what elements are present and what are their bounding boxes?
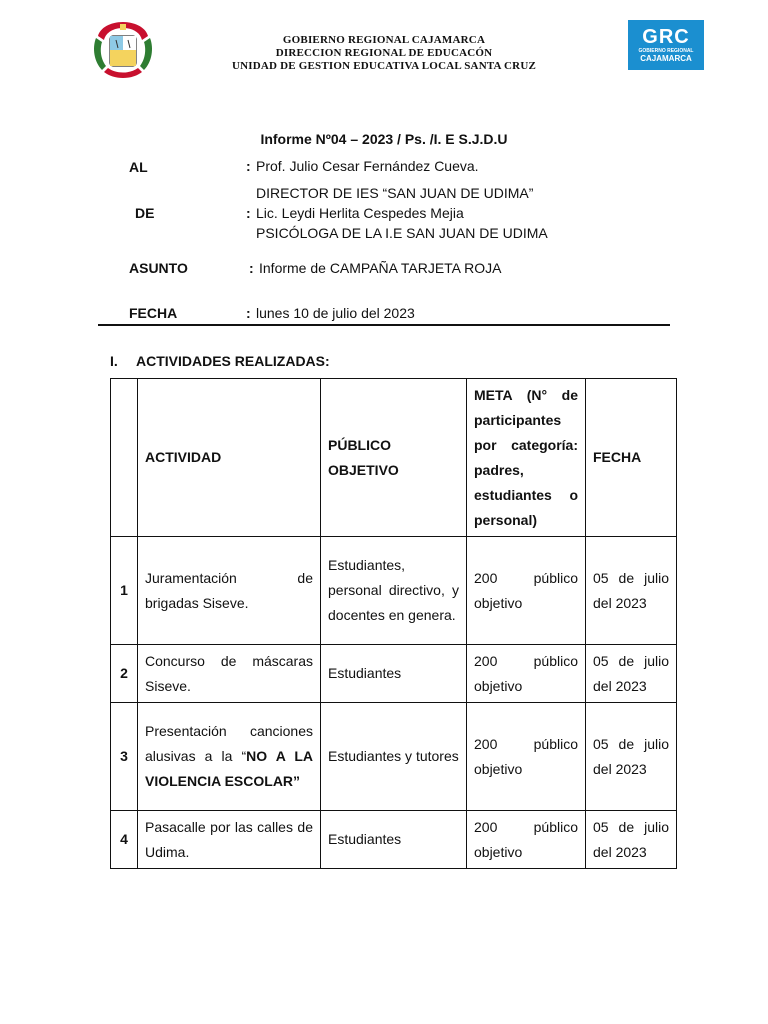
row-actividad: Juramentación de brigadas Siseve. xyxy=(138,537,321,645)
header-divider xyxy=(98,324,670,326)
row-actividad xyxy=(138,703,321,811)
row-fecha: 05 de julio del 2023 xyxy=(586,811,677,869)
header-publico-text: PÚBLICO OBJETIVO xyxy=(328,436,399,478)
table-row xyxy=(111,703,677,811)
asunto-colon: : xyxy=(249,260,254,276)
logo-subtitle-2: CAJAMARCA xyxy=(640,54,692,63)
de-label: DE xyxy=(135,205,155,221)
asunto-label: ASUNTO xyxy=(129,260,188,276)
row-publico: Estudiantes y tutores xyxy=(321,703,467,811)
fecha-value: lunes 10 de julio del 2023 xyxy=(256,305,415,321)
table-row xyxy=(111,645,677,703)
row-meta: 200 público objetivo xyxy=(467,811,586,869)
row-actividad: Pasacalle por las calles de Udima. xyxy=(138,811,321,869)
row-meta: 200 público objetivo xyxy=(467,537,586,645)
row-fecha: 05 de julio del 2023 xyxy=(586,703,677,811)
row-number: 1 xyxy=(111,537,138,645)
de-role: PSICÓLOGA DE LA I.E SAN JUAN DE UDIMA xyxy=(256,225,548,241)
row-number: 3 xyxy=(111,703,138,811)
row-actividad-bold-text: NO A LA VIOLENCIA ESCOLAR” xyxy=(145,748,314,789)
activities-table xyxy=(110,378,677,869)
al-label: AL xyxy=(129,159,148,175)
header-line-1: GOBIERNO REGIONAL CAJAMARCA xyxy=(282,34,486,46)
de-value: Lic. Leydi Herlita Cespedes Mejia xyxy=(256,205,464,221)
section-title: ACTIVIDADES REALIZADAS: xyxy=(136,353,330,369)
header-number-cell xyxy=(111,379,138,537)
table-row xyxy=(111,537,677,645)
al-role: DIRECTOR DE IES “SAN JUAN DE UDIMA” xyxy=(256,185,534,201)
section-number: I. xyxy=(110,353,118,369)
row-number: 2 xyxy=(111,645,138,703)
table-header-row xyxy=(111,379,677,537)
row-number: 4 xyxy=(111,811,138,869)
report-title: Informe Nº04 – 2023 / Ps. /I. E S.J.D.U xyxy=(260,131,508,147)
header-actividad: ACTIVIDAD xyxy=(138,379,321,537)
al-value: Prof. Julio Cesar Fernández Cueva. xyxy=(256,158,479,174)
asunto-value: Informe de CAMPAÑA TARJETA ROJA xyxy=(259,260,502,276)
header-line-2: DIRECCION REGIONAL DE EDUCACÓN xyxy=(275,47,493,59)
al-colon: : xyxy=(246,158,251,174)
logo-title: GRC xyxy=(642,26,690,48)
row-meta: 200 público objetivo xyxy=(467,645,586,703)
row-actividad-text: Presentación canciones alusivas a la “ xyxy=(145,723,313,764)
de-colon: : xyxy=(246,205,251,221)
row-actividad: Concurso de máscaras Siseve. xyxy=(138,645,321,703)
header-fecha: FECHA xyxy=(586,379,677,537)
grc-logo xyxy=(628,20,704,70)
row-fecha: 05 de julio del 2023 xyxy=(586,537,677,645)
header-line-3: UNIDAD DE GESTION EDUCATIVA LOCAL SANTA CRUZ xyxy=(231,60,537,72)
fecha-label: FECHA xyxy=(129,305,178,321)
row-publico: Estudiantes xyxy=(321,645,467,703)
header-meta: META (N° de participantes por categoría: padres, estudiantes o personal) xyxy=(467,379,586,537)
table-row xyxy=(111,811,677,869)
fecha-colon: : xyxy=(246,305,251,321)
row-fecha: 05 de julio del 2023 xyxy=(586,645,677,703)
row-publico: Estudiantes, personal directivo, y docentes en genera. xyxy=(321,537,467,645)
row-meta: 200 público objetivo xyxy=(467,703,586,811)
logo-subtitle-1: GOBIERNO REGIONAL xyxy=(638,48,694,54)
header-publico xyxy=(321,379,467,537)
row-publico: Estudiantes xyxy=(321,811,467,869)
